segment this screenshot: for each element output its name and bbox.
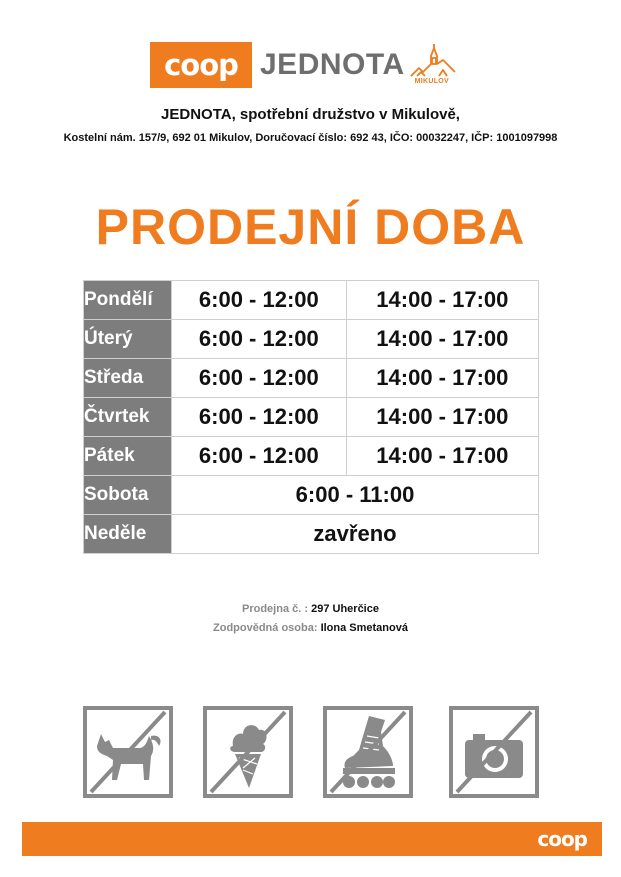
no-dogs-icon bbox=[83, 706, 173, 798]
afternoon-hours: 14:00 - 17:00 bbox=[346, 320, 538, 359]
table-row bbox=[84, 476, 539, 515]
morning-hours: 6:00 - 12:00 bbox=[172, 320, 347, 359]
day-label: Pondělí bbox=[84, 281, 172, 320]
sunday-hours: zavřeno bbox=[172, 515, 539, 554]
footer-coop-logo: coop bbox=[537, 827, 587, 851]
no-ice-cream-icon bbox=[203, 706, 293, 798]
no-camera-icon bbox=[449, 706, 539, 798]
responsible-person-label: Zodpovědná osoba: bbox=[213, 622, 318, 634]
header-logo bbox=[150, 42, 459, 88]
responsible-person-value: Ilona Smetanová bbox=[320, 622, 408, 634]
brand-name: JEDNOTA bbox=[260, 48, 405, 81]
afternoon-hours: 14:00 - 17:00 bbox=[346, 398, 538, 437]
table-row bbox=[84, 320, 539, 359]
table-row bbox=[84, 515, 539, 554]
store-number-value: 297 Uherčice bbox=[311, 603, 379, 615]
footer-bar bbox=[22, 822, 602, 856]
morning-hours: 6:00 - 12:00 bbox=[172, 281, 347, 320]
page-title: PRODEJNÍ DOBA bbox=[95, 199, 526, 255]
afternoon-hours: 14:00 - 17:00 bbox=[346, 437, 538, 476]
day-label: Čtvrtek bbox=[84, 398, 172, 437]
saturday-hours: 6:00 - 11:00 bbox=[172, 476, 539, 515]
day-label: Pátek bbox=[84, 437, 172, 476]
table-row bbox=[84, 398, 539, 437]
store-number-label: Prodejna č. : bbox=[242, 603, 309, 615]
no-rollerblades-icon bbox=[323, 706, 413, 798]
coop-logo: coop bbox=[150, 42, 252, 88]
afternoon-hours: 14:00 - 17:00 bbox=[346, 281, 538, 320]
table-row bbox=[84, 437, 539, 476]
prohibition-signs bbox=[83, 706, 543, 798]
day-label: Úterý bbox=[84, 320, 172, 359]
afternoon-hours: 14:00 - 17:00 bbox=[346, 359, 538, 398]
castle-label: MIKULOV bbox=[414, 78, 450, 85]
opening-hours-table bbox=[83, 280, 539, 554]
morning-hours: 6:00 - 12:00 bbox=[172, 398, 347, 437]
responsible-person-line bbox=[0, 622, 621, 634]
store-number-line bbox=[0, 603, 621, 615]
store-info bbox=[0, 603, 621, 641]
castle-logo-icon bbox=[409, 42, 459, 88]
day-label: Neděle bbox=[84, 515, 172, 554]
table-row bbox=[84, 359, 539, 398]
org-name: JEDNOTA, spotřební družstvo v Mikulově, bbox=[161, 106, 460, 123]
morning-hours: 6:00 - 12:00 bbox=[172, 437, 347, 476]
day-label: Sobota bbox=[84, 476, 172, 515]
table-row bbox=[84, 281, 539, 320]
org-address: Kostelní nám. 157/9, 692 01 Mikulov, Doručovací číslo: 692 43, IČO: 00032247, IČP: 1001097998 bbox=[63, 132, 558, 144]
day-label: Středa bbox=[84, 359, 172, 398]
morning-hours: 6:00 - 12:00 bbox=[172, 359, 347, 398]
